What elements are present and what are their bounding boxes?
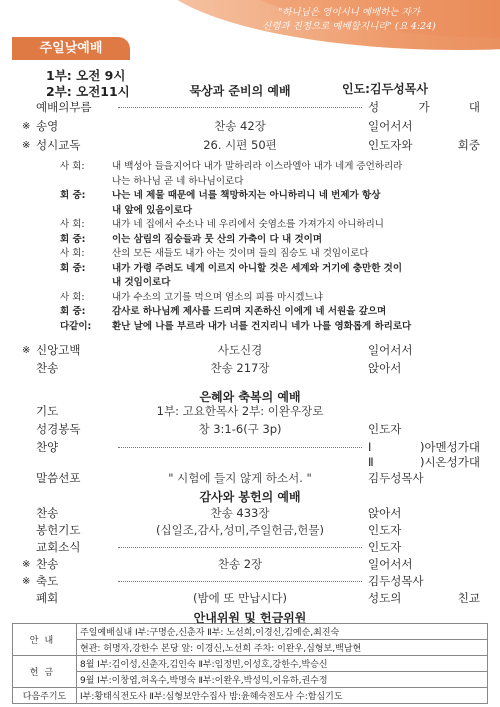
- order-row: [22, 402, 480, 420]
- order-label: 예배의부름: [36, 100, 92, 114]
- responsive-line: [60, 189, 480, 203]
- reader-role: [60, 175, 112, 189]
- order-label: 찬송: [36, 557, 59, 571]
- guide-line: 주일예배실내 Ⅰ부:구명순,신춘자 Ⅱ부: 노선희,이경신,김예순,최진숙: [77, 624, 488, 640]
- section-title-offering: 감사와 봉헌의 예배: [199, 490, 301, 504]
- next-prayer-line: Ⅰ부:황태식전도사 Ⅱ부:심형보안수집사 밤:윤혜숙전도사 수:함심기도: [77, 688, 488, 704]
- order-right: 일어서서: [368, 343, 413, 357]
- order-row: [22, 420, 480, 438]
- responsive-text: 나는 하나님 곧 네 하나님이로다: [112, 175, 244, 187]
- responsive-text: 산의 모든 새들도 내가 아는 것이며 들의 짐승도 내 것임이로다: [112, 248, 369, 259]
- reader-role: 회 중:: [60, 306, 86, 317]
- order-detail: [118, 547, 362, 548]
- order-label: 찬양: [36, 440, 59, 454]
- worship-leader: 인도:김두성목사: [342, 82, 428, 96]
- order-right: 성도의 친교: [368, 591, 480, 605]
- order-label: 성경봉독: [36, 422, 81, 436]
- next-prayer-label: 다음주기도: [13, 688, 77, 704]
- responsive-line: [60, 320, 480, 334]
- order-detail: 찬송 433장: [210, 506, 270, 520]
- order-label: 말씀선포: [36, 471, 81, 485]
- finance-title: 안내위원 및 헌금위원: [193, 611, 307, 625]
- order-detail: [118, 447, 362, 448]
- responsive-text: 내 것임이로다: [112, 277, 171, 288]
- header-verse: [234, 6, 464, 34]
- table-row: [13, 656, 488, 672]
- order-detail: [118, 107, 362, 108]
- order-label: 송영: [36, 119, 59, 133]
- order-detail: 사도신경: [217, 343, 263, 357]
- order-label: 봉헌기도: [36, 523, 81, 537]
- order-mark: ※: [22, 558, 31, 570]
- responsive-text: 내 앞에 있음이로다: [112, 204, 193, 216]
- order-label: 찬송: [36, 506, 59, 520]
- reader-role: 다같이:: [60, 320, 92, 332]
- guide-label: 안내: [13, 624, 77, 656]
- table-row: [13, 640, 488, 656]
- order-right: 일어서서: [368, 119, 413, 133]
- order-row: [22, 341, 480, 359]
- reader-role: [60, 204, 112, 218]
- responsive-line: [60, 276, 480, 290]
- second-service-time: 2부: 오전11시: [46, 84, 130, 99]
- order-row: [22, 572, 480, 590]
- order-right: 성 가 대: [368, 100, 480, 114]
- responsive-line: [60, 160, 480, 174]
- responsive-text: 나는 네 제물 때문에 너를 책망하지는 아니하리니 네 번제가 항상: [112, 190, 381, 201]
- order-detail: 창 3:1-6(구 3p): [198, 422, 282, 436]
- order-right: 일어서서: [368, 557, 413, 571]
- reader-role: 회 중:: [60, 190, 86, 201]
- order-label: 신앙고백: [36, 343, 81, 357]
- order-label: 기도: [36, 404, 59, 418]
- order-right: Ⅱ)시온성가대: [368, 455, 480, 469]
- order-mark: ※: [22, 120, 31, 132]
- order-label: 축도: [36, 574, 59, 588]
- order-detail: (밤에 또 만납시다): [192, 591, 288, 605]
- offering-label: 헌금: [13, 656, 77, 688]
- responsive-text: 이는 삼림의 짐승들과 뭇 산의 가축이 다 내 것이며: [112, 233, 322, 245]
- responsive-line: [60, 204, 480, 218]
- reader-role: [60, 276, 112, 290]
- order-row: [22, 469, 480, 487]
- responsive-text: 내가 수소의 고기를 먹으며 염소의 피를 마시겠느냐: [112, 291, 323, 303]
- order-mark: ※: [22, 139, 31, 151]
- responsive-text: 내 백성아 들을지어다 내가 말하리라 이스라엘아 내가 네게 증언하리라: [112, 161, 403, 172]
- order-detail: [118, 581, 362, 582]
- order-row: [22, 555, 480, 573]
- order-right: 인도자: [368, 422, 402, 436]
- table-row: [13, 672, 488, 688]
- responsive-text: 감사로 하나님께 제사를 드리며 지존하신 이에게 네 서원을 갚으며: [112, 306, 387, 317]
- table-row: [13, 688, 488, 704]
- order-right: 인도자: [368, 540, 402, 554]
- reader-role: 사 회:: [60, 219, 85, 230]
- order-detail: 찬송 2장: [217, 557, 263, 571]
- responsive-text: 내가 가령 주려도 네게 이르지 아니할 것은 세계와 거기에 충만한 것이: [112, 262, 403, 274]
- responsive-line: [60, 218, 480, 232]
- order-row: [22, 136, 480, 154]
- order-label: 교회소식: [36, 540, 81, 554]
- order-row: [22, 589, 480, 607]
- order-label: 찬송: [36, 361, 59, 375]
- responsive-line: [60, 305, 480, 319]
- order-detail: 찬송 217장: [210, 361, 270, 375]
- reader-role: 회 중:: [60, 233, 86, 245]
- service-tab: 주일낮예배: [12, 37, 130, 60]
- offering-line: 8월 Ⅰ부:김이성,신춘자,김인숙 Ⅱ부:임정빈,이성호,강한수,박승신: [77, 656, 488, 672]
- order-detail: 찬송 42장: [214, 119, 266, 133]
- service-times: [46, 68, 130, 100]
- order-row: [22, 98, 480, 116]
- order-right: 앉아서: [368, 361, 402, 375]
- order-right: 앉아서: [368, 506, 402, 520]
- order-label: 폐회: [36, 591, 59, 605]
- responsive-line: [60, 291, 480, 305]
- reader-role: 회 중:: [60, 262, 86, 274]
- order-detail: 1부: 고요한목사 2부: 이완우장로: [156, 404, 324, 418]
- responsive-line: [60, 247, 480, 261]
- order-row: [22, 504, 480, 522]
- order-right: 인도자: [368, 523, 402, 537]
- section-title-grace: 은혜와 축복의 예배: [199, 390, 301, 404]
- order-detail: (십일조,감사,성미,주일헌금,헌물): [155, 523, 324, 537]
- reader-role: 사 회:: [60, 248, 85, 259]
- first-service-time: 1부: 오전 9시: [46, 68, 126, 83]
- responsive-text: 환난 날에 나를 부르라 내가 너를 건지리니 네가 나를 영화롭게 하리로다: [112, 320, 412, 332]
- order-right: 인도자와 회중: [368, 138, 480, 152]
- order-detail: " 시험에 들지 않게 하소서. ": [168, 471, 312, 485]
- order-row: [22, 538, 480, 556]
- guide-line: 현관: 허명자,강한수 본당 앞: 이경신,노선희 주차: 이완우,심형보,백남현: [77, 640, 488, 656]
- table-row: [13, 624, 488, 640]
- order-mark: ※: [22, 344, 31, 356]
- order-right: Ⅰ)아멘성가대: [368, 440, 480, 454]
- responsive-text: 내가 네 집에서 수소나 네 우리에서 숫염소를 가져가지 아니하리니: [112, 219, 384, 230]
- order-right: 김두성목사: [368, 574, 424, 588]
- section-title-preparation: 묵상과 준비의 예배: [189, 84, 291, 98]
- offering-line: 9월 Ⅰ부:이창엽,허옥수,박명숙 Ⅱ부:이완우,박성익,이유하,권수정: [77, 672, 488, 688]
- responsive-line: [60, 175, 480, 189]
- verse-line-2: 신령과 진정으로 예배할지니라" (요 4:24): [262, 20, 436, 32]
- order-mark: ※: [22, 575, 31, 587]
- order-label: 성시교독: [36, 138, 81, 152]
- volunteer-table: [12, 623, 488, 704]
- responsive-line: [60, 262, 480, 276]
- order-row: [22, 359, 480, 377]
- order-detail: 26. 시편 50편: [203, 138, 277, 152]
- reader-role: 사 회:: [60, 161, 85, 172]
- responsive-line: [60, 233, 480, 247]
- reader-role: 사 회:: [60, 291, 85, 303]
- verse-line-1: "하나님은 영이시니 예배하는 자가: [278, 7, 420, 18]
- order-row: [22, 521, 480, 539]
- order-row: [22, 117, 480, 135]
- order-right: 김두성목사: [368, 471, 424, 485]
